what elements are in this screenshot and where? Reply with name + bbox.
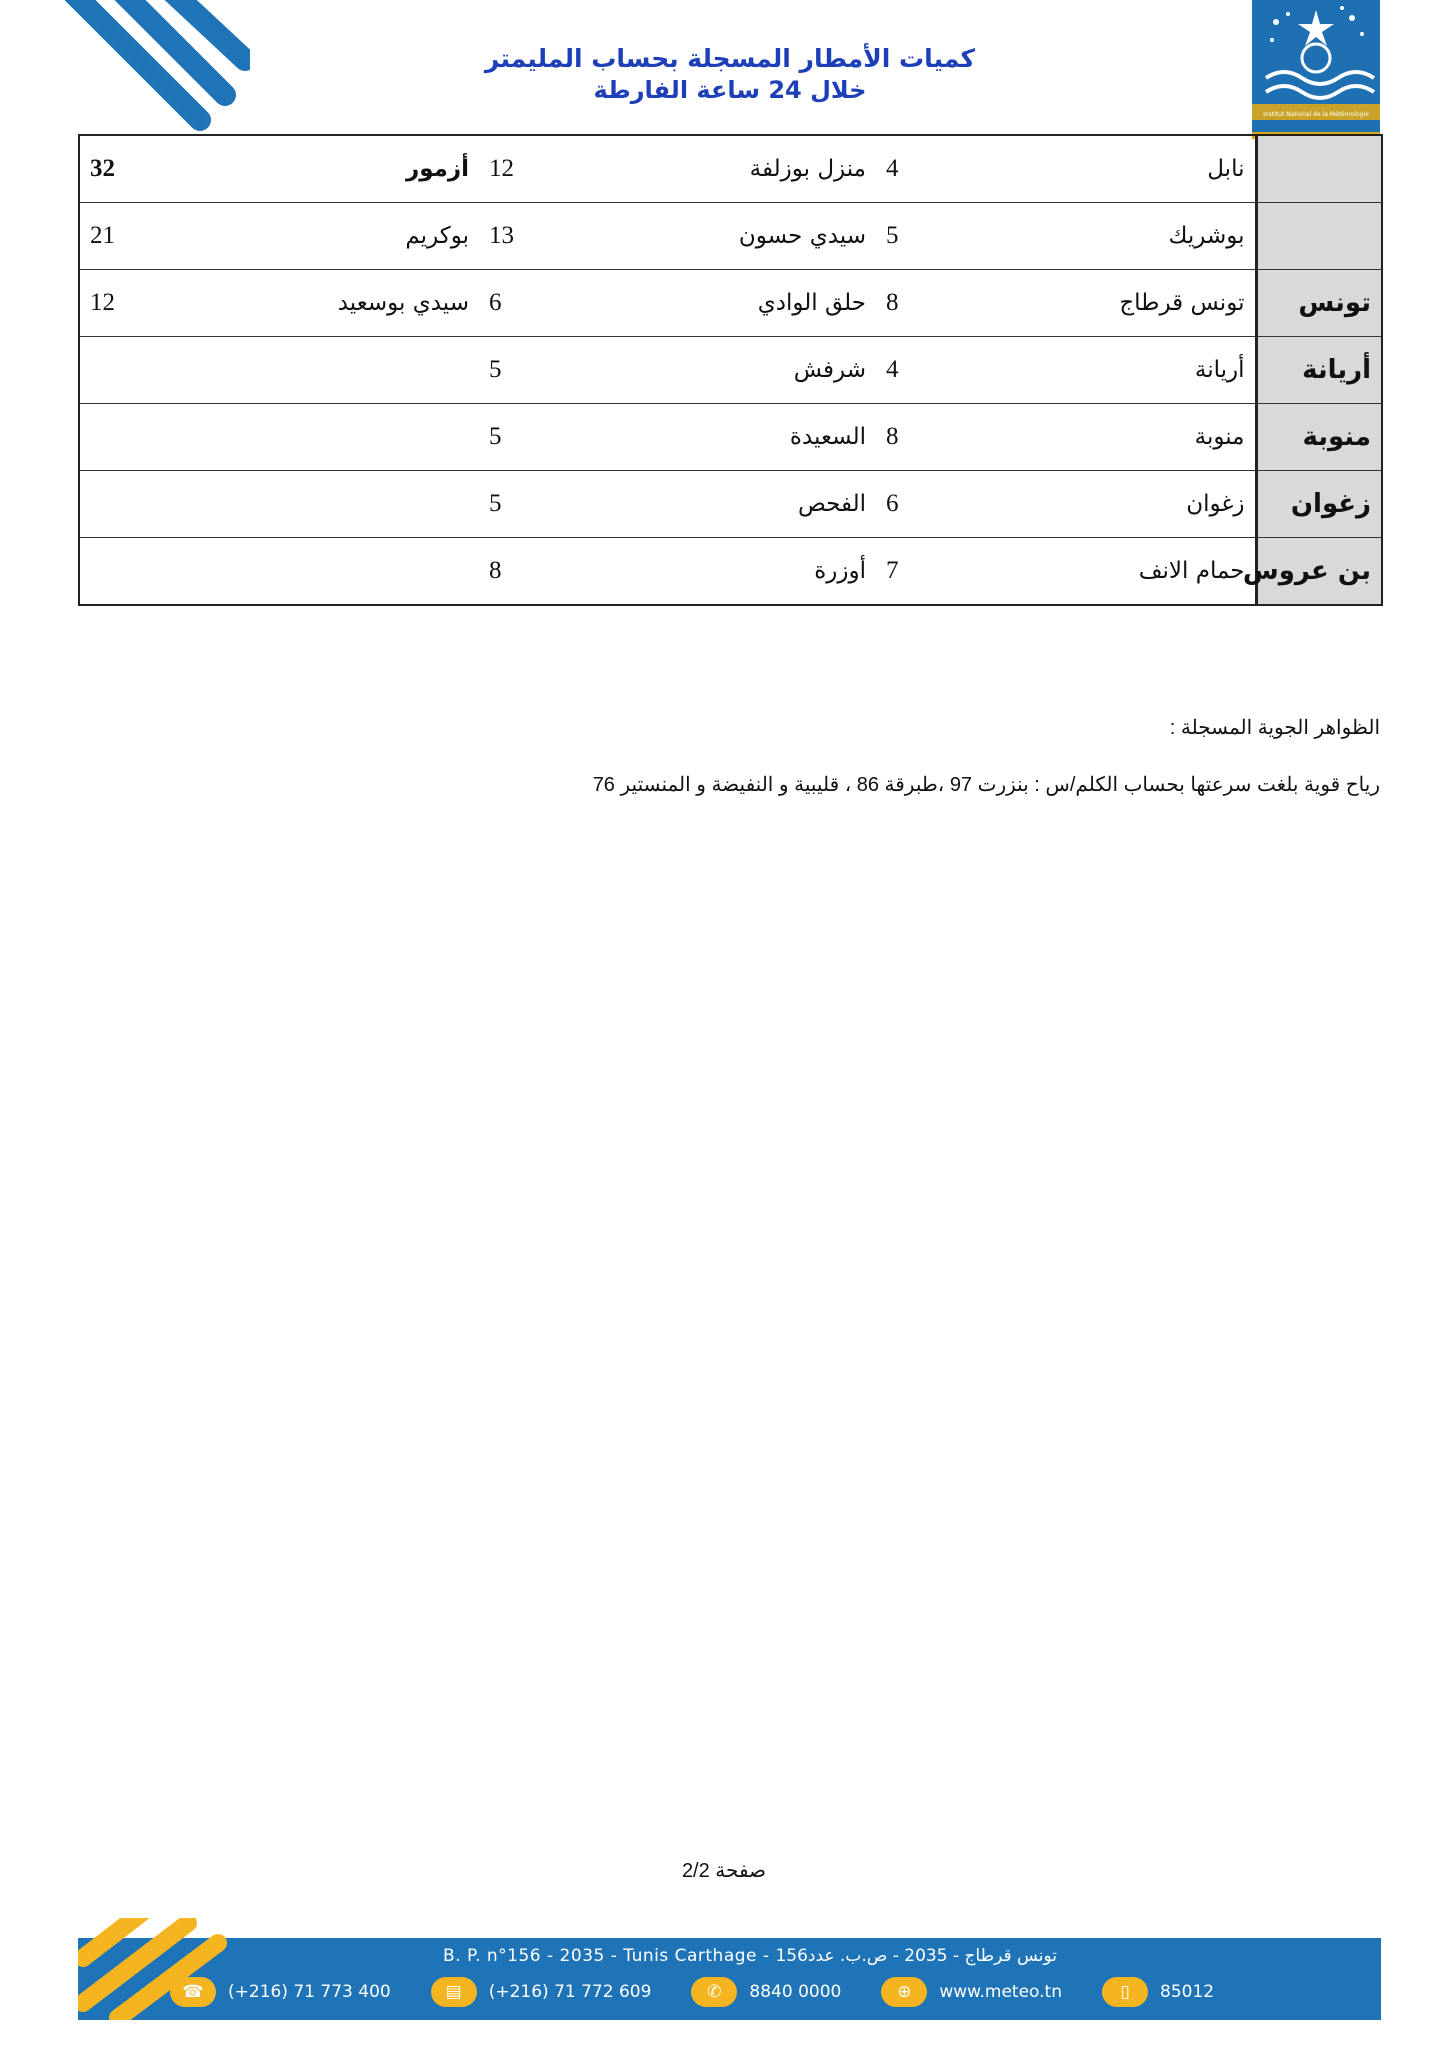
governorate-cell: منوبة [1256,404,1382,471]
rainfall-value: 8 [479,538,629,606]
footer-contact-item [431,1977,652,2007]
station-name: حلق الوادي [629,270,876,337]
station-name: منزل بوزلفة [629,135,876,203]
sms-icon: ▯ [1102,1977,1148,2007]
station-name: أزمور [179,135,479,203]
footer-contact-item [170,1977,391,2007]
footer-contact-text: (+216) 71 773 400 [228,1982,391,2002]
station-name: أوزرة [629,538,876,606]
governorate-cell [1256,135,1382,203]
station-name: بوشريك [1026,203,1256,270]
footer-contacts [170,1975,1370,2009]
rainfall-value: 5 [479,471,629,538]
rainfall-table [78,134,1383,606]
footer-contact-item [1102,1977,1214,2007]
rainfall-value [79,337,179,404]
rainfall-value: 5 [479,404,629,471]
governorate-cell [1256,203,1382,270]
rainfall-value [79,538,179,606]
logo-emblem-icon [1252,0,1380,120]
table-row [79,538,1382,606]
rainfall-value [79,404,179,471]
footer-contact-item [881,1977,1062,2007]
rainfall-value: 13 [479,203,629,270]
rainfall-value: 8 [876,270,1026,337]
hotline-icon: ✆ [691,1977,737,2007]
page-title: كميات الأمطار المسجلة بحساب المليمتر [484,44,976,73]
globe-icon: ⊕ [881,1977,927,2007]
table-row [79,270,1382,337]
rainfall-value: 21 [79,203,179,270]
rainfall-value: 5 [479,337,629,404]
governorate-cell: تونس [1256,270,1382,337]
rainfall-value: 6 [479,270,629,337]
phenomena-title: الظواهر الجوية المسجلة : [1169,717,1380,739]
rainfall-value: 5 [876,203,1026,270]
rainfall-value: 8 [876,404,1026,471]
table-row [79,404,1382,471]
governorate-cell: أريانة [1256,337,1382,404]
station-name: شرفش [629,337,876,404]
station-name: سيدي حسون [629,203,876,270]
rainfall-value: 4 [876,337,1026,404]
table-row [79,471,1382,538]
rainfall-value: 12 [479,135,629,203]
rainfall-value: 7 [876,538,1026,606]
station-name [179,538,479,606]
station-name: بوكريم [179,203,479,270]
footer-contact-text: 85012 [1160,1982,1215,2002]
footer-contact-item [691,1977,841,2007]
institute-logo [1252,0,1380,139]
rainfall-value: 6 [876,471,1026,538]
fax-icon: ▤ [431,1977,477,2007]
station-name: نابل [1026,135,1256,203]
table-row [79,135,1382,203]
header-stripes-graphic [60,0,250,140]
page-number: صفحة 2/2 [681,1860,767,1882]
station-name: منوبة [1026,404,1256,471]
table-row [79,203,1382,270]
station-name [179,337,479,404]
footer-contact-text[interactable]: www.meteo.tn [939,1982,1062,2002]
footer-address: B. P. n°156 - 2035 - Tunis Carthage - تونس قرطاج - 2035 - ص.ب. عدد156 [443,1946,1057,1966]
station-name [179,471,479,538]
governorate-cell: زغوان [1256,471,1382,538]
station-name: السعيدة [629,404,876,471]
station-name: تونس قرطاج [1026,270,1256,337]
rainfall-value: 12 [79,270,179,337]
governorate-cell: بن عروس [1256,538,1382,606]
rainfall-value [79,471,179,538]
station-name: حمام الانف [1026,538,1256,606]
station-name [179,404,479,471]
footer-contact-text: (+216) 71 772 609 [488,1982,652,2002]
phone-icon: ☎ [170,1977,216,2007]
station-name: أريانة [1026,337,1256,404]
station-name: الفحص [629,471,876,538]
rainfall-value: 32 [79,135,179,203]
rainfall-value: 4 [876,135,1026,203]
table-row [79,337,1382,404]
phenomena-text: رياح قوية بلغت سرعتها بحساب الكلم/س : بنزرت 97 ،طبرقة 86 ، قليبية و النفيضة و المنستير 76 [592,774,1380,796]
station-name: زغوان [1026,471,1256,538]
station-name: سيدي بوسعيد [179,270,479,337]
logo-caption: Institut National de la Météorologie [1263,111,1369,118]
footer-contact-text: 8840 0000 [749,1982,842,2002]
page-subtitle: خلال 24 ساعة الفارطة [593,76,867,104]
